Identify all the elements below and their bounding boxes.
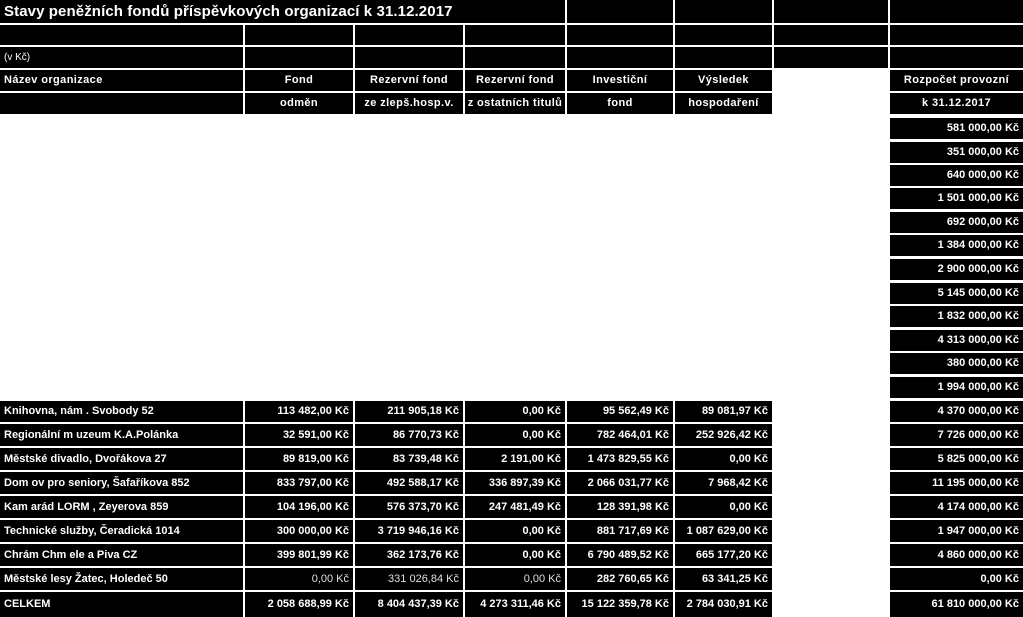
fond-odmen-value: 113 482,00 Kč [245, 401, 353, 422]
column-header-vysledek: Výsledek [675, 70, 772, 91]
rezervni-ostatni-value: 247 481,49 Kč [465, 496, 565, 518]
budget-cell: 581 000,00 Kč [890, 118, 1023, 139]
total-vysledek: 2 784 030,91 Kč [675, 592, 772, 617]
rozpocet-value: 7 726 000,00 Kč [890, 424, 1023, 446]
total-label: CELKEM [0, 592, 243, 617]
investicni-fond-value: 282 760,65 Kč [567, 568, 673, 590]
budget-cell: 2 900 000,00 Kč [890, 259, 1023, 280]
empty-cell [567, 0, 673, 23]
budget-cell: 692 000,00 Kč [890, 212, 1023, 233]
budget-cell: 4 313 000,00 Kč [890, 330, 1023, 351]
empty-cell [675, 47, 772, 68]
fond-odmen-value: 0,00 Kč [245, 568, 353, 590]
investicni-fond-value: 881 717,69 Kč [567, 520, 673, 542]
rezervni-zlepseny-value: 211 905,18 Kč [355, 401, 463, 422]
column-subheader-investicni: fond [567, 93, 673, 114]
budget-cell: 5 145 000,00 Kč [890, 283, 1023, 304]
rezervni-zlepseny-value: 331 026,84 Kč [355, 568, 463, 590]
fond-odmen-value: 89 819,00 Kč [245, 448, 353, 470]
empty-cell [355, 25, 463, 45]
budget-cell: 1 832 000,00 Kč [890, 306, 1023, 327]
empty-cell [890, 0, 1023, 23]
rezervni-zlepseny-value: 86 770,73 Kč [355, 424, 463, 446]
column-subheader-name [0, 93, 243, 114]
org-name: Kam arád LORM , Zeyerova 859 [0, 496, 243, 518]
empty-cell [774, 47, 888, 68]
rezervni-zlepseny-value: 362 173,76 Kč [355, 544, 463, 566]
rozpocet-value: 4 370 000,00 Kč [890, 401, 1023, 422]
rozpocet-value: 5 825 000,00 Kč [890, 448, 1023, 470]
empty-cell [675, 0, 772, 23]
org-name: Městské divadlo, Dvořákova 27 [0, 448, 243, 470]
empty-cell [245, 47, 353, 68]
rozpocet-value: 4 174 000,00 Kč [890, 496, 1023, 518]
empty-cell [465, 25, 565, 45]
vysledek-value: 0,00 Kč [675, 448, 772, 470]
rozpocet-value: 1 947 000,00 Kč [890, 520, 1023, 542]
investicni-fond-value: 1 473 829,55 Kč [567, 448, 673, 470]
empty-cell [0, 25, 243, 45]
empty-cell [774, 0, 888, 23]
budget-cell: 1 384 000,00 Kč [890, 235, 1023, 256]
rezervni-ostatni-value: 0,00 Kč [465, 424, 565, 446]
total-investicni: 15 122 359,78 Kč [567, 592, 673, 617]
rezervni-ostatni-value: 0,00 Kč [465, 568, 565, 590]
fond-odmen-value: 399 801,99 Kč [245, 544, 353, 566]
column-header-name: Název organizace [0, 70, 243, 91]
budget-cell: 1 994 000,00 Kč [890, 377, 1023, 398]
column-header-investicni: Investiční [567, 70, 673, 91]
rezervni-ostatni-value: 0,00 Kč [465, 401, 565, 422]
org-name: Regionální m uzeum K.A.Polánka [0, 424, 243, 446]
investicni-fond-value: 128 391,98 Kč [567, 496, 673, 518]
rozpocet-value: 0,00 Kč [890, 568, 1023, 590]
column-subheader-vysledek: hospodaření [675, 93, 772, 114]
vysledek-value: 7 968,42 Kč [675, 472, 772, 494]
rezervni-zlepseny-value: 492 588,17 Kč [355, 472, 463, 494]
empty-cell [774, 25, 888, 45]
fond-odmen-value: 833 797,00 Kč [245, 472, 353, 494]
total-rozpocet: 61 810 000,00 Kč [890, 592, 1023, 617]
rezervni-ostatni-value: 0,00 Kč [465, 544, 565, 566]
empty-cell [465, 47, 565, 68]
investicni-fond-value: 2 066 031,77 Kč [567, 472, 673, 494]
empty-cell [567, 25, 673, 45]
page-title: Stavy peněžních fondů příspěvkových organizací k 31.12.2017 [0, 0, 565, 23]
rozpocet-value: 4 860 000,00 Kč [890, 544, 1023, 566]
column-subheader-fond: odměn [245, 93, 353, 114]
fond-odmen-value: 300 000,00 Kč [245, 520, 353, 542]
total-rezervni-zlepseny: 8 404 437,39 Kč [355, 592, 463, 617]
org-name: Technické služby, Čeradická 1014 [0, 520, 243, 542]
vysledek-value: 665 177,20 Kč [675, 544, 772, 566]
investicni-fond-value: 6 790 489,52 Kč [567, 544, 673, 566]
org-name: Knihovna, nám . Svobody 52 [0, 401, 243, 422]
total-fond-odmen: 2 058 688,99 Kč [245, 592, 353, 617]
fond-odmen-value: 104 196,00 Kč [245, 496, 353, 518]
fond-odmen-value: 32 591,00 Kč [245, 424, 353, 446]
empty-cell [890, 47, 1023, 68]
empty-cell [355, 47, 463, 68]
rezervni-zlepseny-value: 3 719 946,16 Kč [355, 520, 463, 542]
org-name: Městské lesy Žatec, Holedeč 50 [0, 568, 243, 590]
vysledek-value: 63 341,25 Kč [675, 568, 772, 590]
column-header-rezervni-1: Rezervní fond [355, 70, 463, 91]
empty-cell [567, 47, 673, 68]
org-name: Dom ov pro seniory, Šafaříkova 852 [0, 472, 243, 494]
column-subheader-rozpocet: k 31.12.2017 [890, 93, 1023, 114]
unit-label: (v Kč) [0, 47, 243, 68]
vysledek-value: 89 081,97 Kč [675, 401, 772, 422]
rezervni-zlepseny-value: 576 373,70 Kč [355, 496, 463, 518]
budget-cell: 380 000,00 Kč [890, 353, 1023, 374]
total-rezervni-ostatni: 4 273 311,46 Kč [465, 592, 565, 617]
vysledek-value: 252 926,42 Kč [675, 424, 772, 446]
rezervni-ostatni-value: 336 897,39 Kč [465, 472, 565, 494]
rezervni-ostatni-value: 2 191,00 Kč [465, 448, 565, 470]
budget-cell: 351 000,00 Kč [890, 142, 1023, 163]
column-header-fond: Fond [245, 70, 353, 91]
budget-cell: 640 000,00 Kč [890, 165, 1023, 186]
empty-cell [245, 25, 353, 45]
org-name: Chrám Chm ele a Piva CZ [0, 544, 243, 566]
column-subheader-rezervni-1: ze zlepš.hosp.v. [355, 93, 463, 114]
vysledek-value: 0,00 Kč [675, 496, 772, 518]
empty-cell [675, 25, 772, 45]
investicni-fond-value: 95 562,49 Kč [567, 401, 673, 422]
column-header-rozpocet: Rozpočet provozní [890, 70, 1023, 91]
vysledek-value: 1 087 629,00 Kč [675, 520, 772, 542]
investicni-fond-value: 782 464,01 Kč [567, 424, 673, 446]
budget-cell: 1 501 000,00 Kč [890, 188, 1023, 209]
column-header-rezervni-2: Rezervní fond [465, 70, 565, 91]
rezervni-zlepseny-value: 83 739,48 Kč [355, 448, 463, 470]
empty-cell [890, 25, 1023, 45]
rozpocet-value: 11 195 000,00 Kč [890, 472, 1023, 494]
column-subheader-rezervni-2: z ostatních titulů [465, 93, 565, 114]
rezervni-ostatni-value: 0,00 Kč [465, 520, 565, 542]
